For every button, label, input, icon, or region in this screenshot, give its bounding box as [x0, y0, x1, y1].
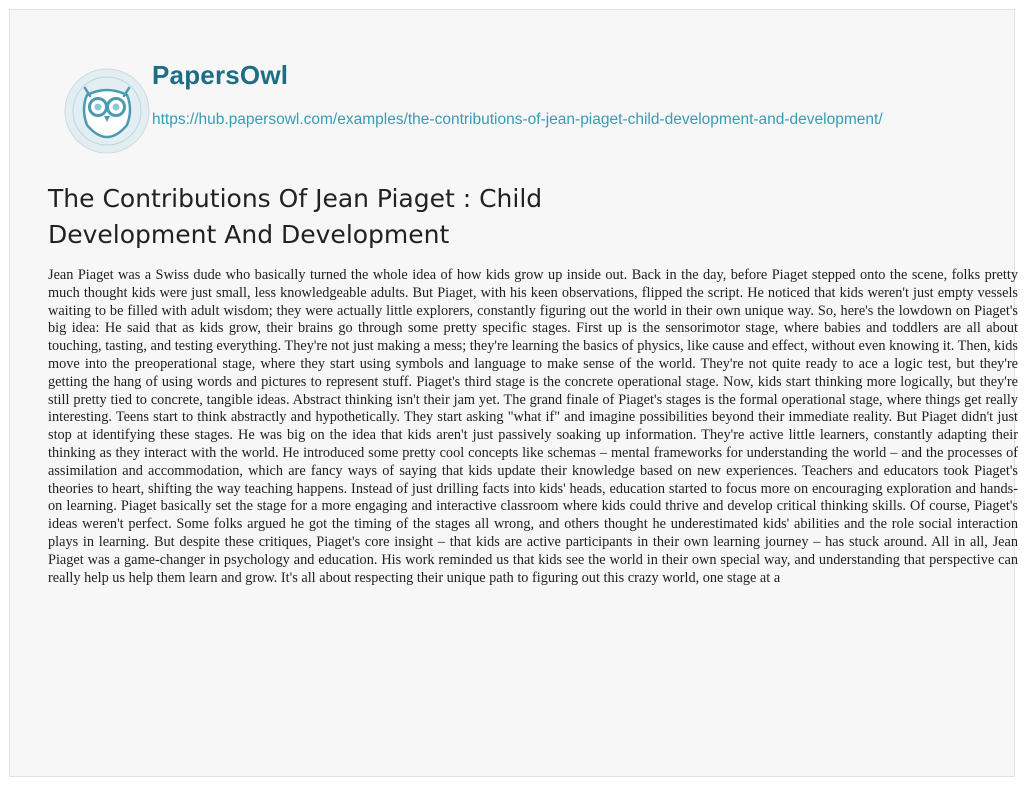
article-body: Jean Piaget was a Swiss dude who basically turned the whole idea of how kids grow up inside out. Back in the day, before Piaget stepped onto the scene, folks pretty much thought kids were just small, less knowledgeable adults. But Piaget, with his keen observations, flipped the script. He noticed that kids weren't just empty vessels waiting to be filled with adult wisdom; they were actually little explorers, constantly figuring out the world in their own unique way. So, here's the lowdown on Piaget's big idea: He said that as kids grow, their brains go through some pretty specific stages. First up is the sensorimotor stage, where babies and toddlers are all about touching, tasting, and testing everything. They're not just making a mess; they're learning the basics of physics, like cause and effect, without even knowing it. Then, kids move into the preoperational stage, where they start using symbols and language to make sense of the world. They're not quite ready to ace a logic test, but they're getting the hang of using words and pictures to represent stuff. Piaget's third stage is the concrete operational stage. Now, kids start thinking more logically, but they're still pretty tied to concrete, tangible ideas. Abstract thinking isn't their jam yet. The grand finale of Piaget's stages is the formal operational stage, where things get really interesting. Teens start to think abstractly and hypothetically. They start asking "what if" and imagine possibilities beyond their immediate reality. But Piaget didn't just stop at identifying these stages. He was big on the idea that kids aren't just passively soaking up information. They're active little learners, constantly adapting their thinking as they interact with the world. He introduced some pretty cool concepts like schemas – mental frameworks for understanding the world – and the processes of assimilation and accommodation, which are fancy ways of saying that kids update their knowledge based on new experiences. Teachers and educators took Piaget's theories to heart, shifting the way teaching happens. Instead of just drilling facts into kids' heads, education started to focus more on encouraging exploration and hands-on learning. Piaget basically set the stage for a more engaging and interactive classroom where kids could thrive and develop critical thinking skills. Of course, Piaget's ideas weren't perfect. Some folks argued he got the timing of the stages all wrong, and others thought he underestimated kids' abilities and the role social interaction plays in learning. But despite these critiques, Piaget's core insight – that kids are active participants in their own learning journey – has stuck around. All in all, Jean Piaget was a game-changer in psychology and education. His work reminded us that kids see the world in their own special way, and understanding that perspective can really help us help them learn and grow. It's all about respecting their unique path to figuring out this crazy world, one stage at a	[48, 267, 1018, 586]
brand-name: PapersOwl	[152, 60, 289, 90]
document-page	[9, 9, 1018, 777]
owl-logo-icon	[57, 61, 157, 161]
source-url-link[interactable]: https://hub.papersowl.com/examples/the-contributions-of-jean-piaget-child-development-and-development/	[152, 111, 883, 128]
logo-container	[57, 61, 157, 161]
article-title: The Contributions Of Jean Piaget : Child Development And Development	[48, 184, 543, 249]
